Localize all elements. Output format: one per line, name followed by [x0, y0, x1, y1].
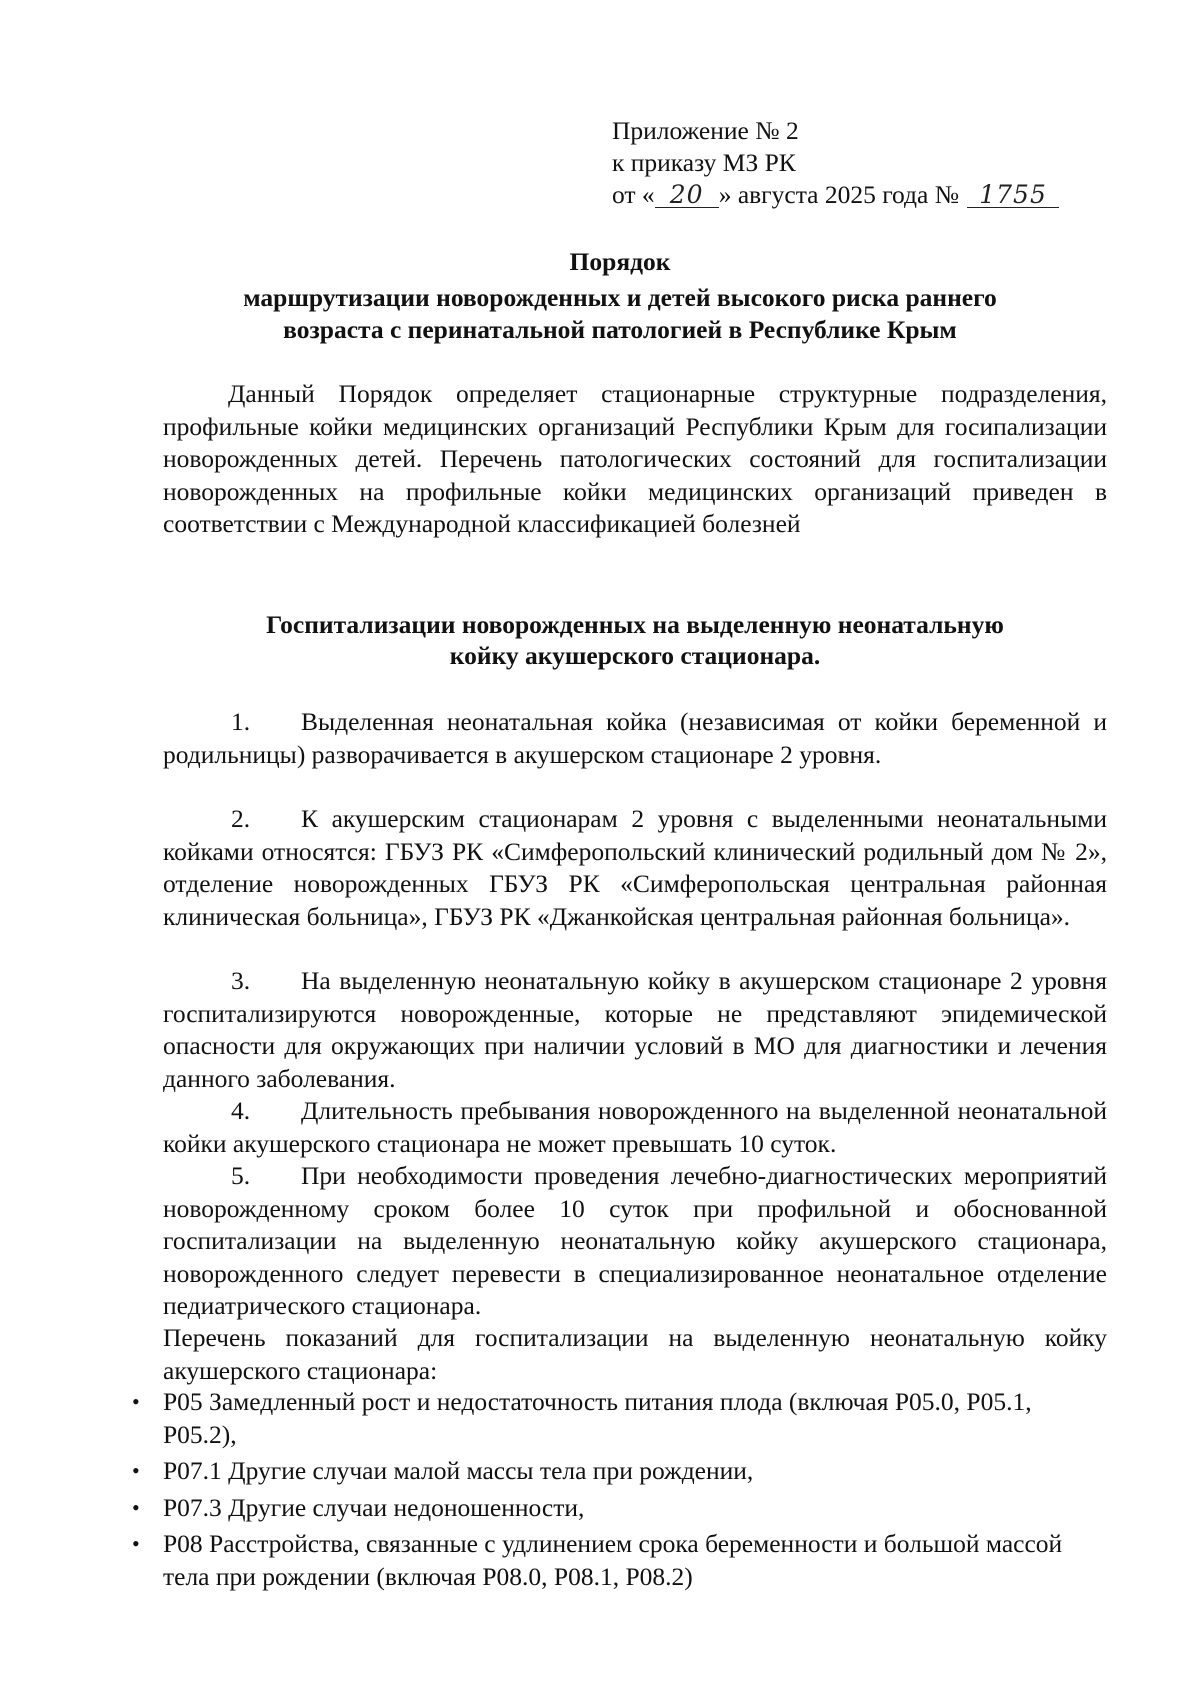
numbered-item-3 [163, 965, 1107, 1095]
list-item: • Р08 Расстройства, связанные с удлинением срока беременности и большой массой тела при рождении (включая Р08.0, Р08.1, Р08.2) [132, 1529, 1063, 1591]
document-subtitle-line-2: возраста с перинатальной патологией в Республике Крым [283, 315, 957, 344]
item-text: Длительность пребывания новорожденного на выделенной неонатальной койки акушерского стационара не может превышать 10 суток. [163, 1096, 1107, 1158]
item-number: 4. [231, 1096, 251, 1125]
handwritten-order-number: 1755 [967, 183, 1059, 208]
order-date-line [612, 179, 1132, 211]
numbered-item-5 [163, 1160, 1107, 1323]
bullet-icon: • [132, 1389, 140, 1414]
list-item: • Р05 Замедленный рост и недостаточность питания плода (включая Р05.0, Р05.1, Р05.2), [132, 1387, 1032, 1449]
item-text: На выделенную неонатальную койку в акушерском стационаре 2 уровня госпитализируются новорожденные, которые не представляют эпидемической опасности для окружающих при наличии условий в МО для диагностики и лечения данного заболевания. [163, 966, 1107, 1093]
list-item: • Р07.3 Другие случаи недоношенности, [128, 1492, 1108, 1525]
numbered-item-4 [163, 1095, 1107, 1160]
bullet-icon: • [132, 1531, 140, 1556]
list-item: • Р07.1 Другие случаи малой массы тела при рождении, [128, 1455, 1108, 1488]
item-text: При необходимости проведения лечебно-диагностических мероприятий новорожденному сроком более 10 суток при профильной и обоснованной госпитализации на выделенную неонатальную койку акушерского стационара, новорожденного следует перевести в специализированное неонатальное отделение педиатрического стационара. [163, 1161, 1107, 1320]
item-number: 5. [231, 1161, 251, 1190]
date-suffix: » августа 2025 года № [718, 180, 960, 209]
bullet-icon: • [132, 1458, 140, 1483]
date-prefix: от « [612, 180, 655, 209]
intro-paragraph: Данный Порядок определяет стационарные структурные подразделения, профильные койки медицинских организаций Республики Крым для госипализации новорожденных детей. Перечень патологических состояний для госпитализации новорожденных на профильные койки медицинских организаций приведен в соответствии с Международной классификацией болезней [163, 379, 1107, 538]
item-number: 1. [231, 707, 251, 736]
approval-block [612, 115, 1132, 211]
item-text: К акушерским стационарам 2 уровня с выделенными неонатальными койками относятся: ГБУЗ РК «Симферопольский клинический родильный дом № 2», отделение новорожденных ГБУЗ РК «Симферопольская центральная районная клиническая больница», ГБУЗ РК «Джанкойская центральная районная больница». [163, 804, 1107, 931]
numbered-item-2 [163, 803, 1107, 933]
order-reference: к приказу МЗ РК [612, 148, 796, 177]
indications-heading: Перечень показаний для госпитализации на выделенную неонатальную койку акушерского стационара: [163, 1323, 1107, 1385]
appendix-label: Приложение № 2 [612, 116, 799, 145]
document-subtitle-line-1: маршрутизации новорожденных и детей высокого риска раннего [243, 283, 997, 312]
item-number: 2. [231, 804, 251, 833]
section-heading-line-1: Госпитализации новорожденных на выделенную неонатальную [266, 610, 1004, 639]
section-heading-line-2: койку акушерского стационара. [449, 641, 821, 670]
bullet-icon: • [132, 1494, 140, 1520]
indications-list [128, 1386, 1108, 1597]
document-title: Порядок [569, 247, 671, 276]
item-number: 3. [231, 966, 251, 995]
item-text: Выделенная неонатальная койка (независимая от койки беременной и родильницы) разворачивается в акушерском стационаре 2 уровня. [163, 707, 1107, 769]
numbered-item-1 [163, 706, 1107, 771]
handwritten-day: 20 [655, 183, 719, 208]
